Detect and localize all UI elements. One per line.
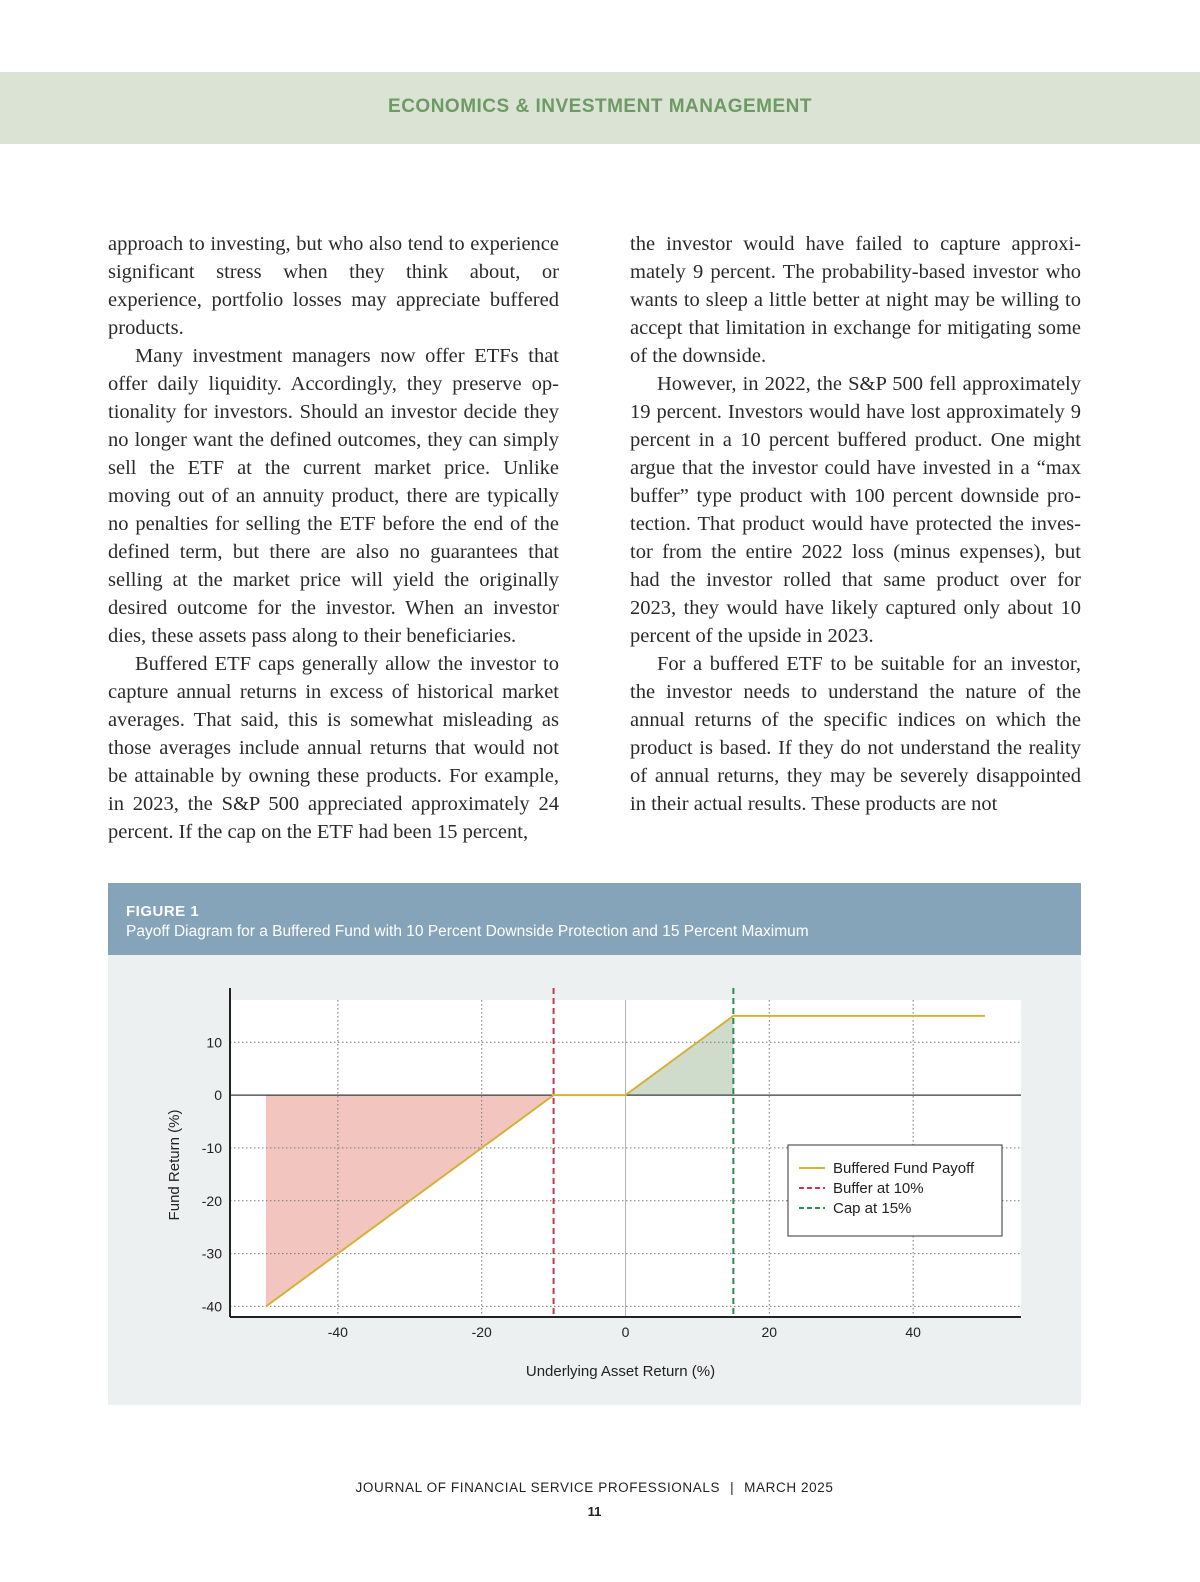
figure-caption: Payoff Diagram for a Buffered Fund with 10 Percent Downside Protection and 15 Percent Maximum: [126, 923, 809, 940]
figure-label: FIGURE 1: [126, 903, 200, 920]
y-tick-label: -40: [201, 1298, 222, 1315]
legend-entry-buffer-label: Buffer at 10%: [833, 1180, 924, 1197]
left-paragraph-2: Many investment managers now offer ETFs that offer daily liquidity. Accordingly, they preserve optionality for investors. Should an investor decide they no longer want the defined outcomes, they can simply sell the ETF at the current market price. Unlike moving out of an annuity product, there are typically no penalties for selling the ETF before the end of the defined term, but there are also no guarantees that selling at the market price will yield the originally desired outcome for the investor. When an investor dies, these assets pass along to their beneficiaries.: [108, 345, 559, 647]
y-tick-label: -10: [201, 1139, 222, 1156]
x-tick-label: -20: [471, 1324, 492, 1340]
x-axis-title: Underlying Asset Return (%): [525, 1363, 716, 1380]
section-title: ECONOMICS & INVESTMENT MANAGEMENT: [388, 96, 812, 117]
left-paragraph-1: approach to investing, but who also tend to experience significant stress when they think about, or experience, portfolio losses may appreciate buffered products.: [108, 233, 559, 339]
figure-1: [108, 883, 1081, 1405]
footer-separator: |: [730, 1480, 735, 1495]
payoff-chart: [108, 955, 1081, 1405]
y-tick-label: 10: [206, 1034, 222, 1051]
journal-name: JOURNAL OF FINANCIAL SERVICE PROFESSIONALS: [355, 1480, 721, 1495]
legend-entry-cap-label: Cap at 15%: [833, 1200, 912, 1217]
footer-journal-line: [0, 1480, 1189, 1495]
x-tick-label: 40: [905, 1324, 921, 1340]
y-axis-title: Fund Return (%): [166, 1109, 183, 1221]
left-paragraph-3: Buffered ETF caps generally allow the investor to capture annual returns in excess of historical market averages. That said, this is somewhat misleading as those averages include annual returns that would not be attainable by owning these products. For example, in 2023, the S&P 500 appreciated approximately 24 percent. If the cap on the ETF had been 15 percent,: [108, 653, 559, 843]
issue-date: MARCH 2025: [744, 1480, 834, 1495]
left-column: [108, 230, 559, 846]
y-tick-label: -30: [201, 1245, 222, 1262]
legend-entry-payoff-label: Buffered Fund Payoff: [833, 1160, 975, 1177]
x-tick-label: 20: [761, 1324, 778, 1340]
y-tick-label: 0: [214, 1087, 222, 1104]
page-number: 11: [587, 1504, 602, 1519]
right-paragraph-3: For a buffered ETF to be suitable for an investor, the investor needs to understand the nature of the annual returns of the specific indices on which the product is based. If they do not understand the reality of annual returns, they may be severely disappointed in their actual results. These products are not: [630, 653, 1081, 815]
right-column: [630, 230, 1081, 818]
right-paragraph-1: the investor would have failed to capture approximately 9 percent. The probability-based investor who wants to sleep a little better at night may be willing to accept that limitation in exchange for mitigating some of the downside.: [630, 233, 1081, 367]
x-tick-label: -40: [327, 1324, 348, 1340]
y-tick-label: -20: [201, 1192, 222, 1209]
figure-header: [108, 883, 1081, 955]
right-paragraph-2: However, in 2022, the S&P 500 fell approximately 19 percent. Investors would have lost approximately 9 percent in a 10 percent buffered product. One might argue that the investor could have invested in a “max buffer” type product with 100 percent downside protection. That product would have protected the investor from the entire 2022 loss (minus expenses), but had the investor rolled that same product over for 2023, they would have likely captured only about 10 percent of the upside in 2023.: [630, 373, 1081, 647]
x-tick-label: 0: [621, 1324, 630, 1340]
